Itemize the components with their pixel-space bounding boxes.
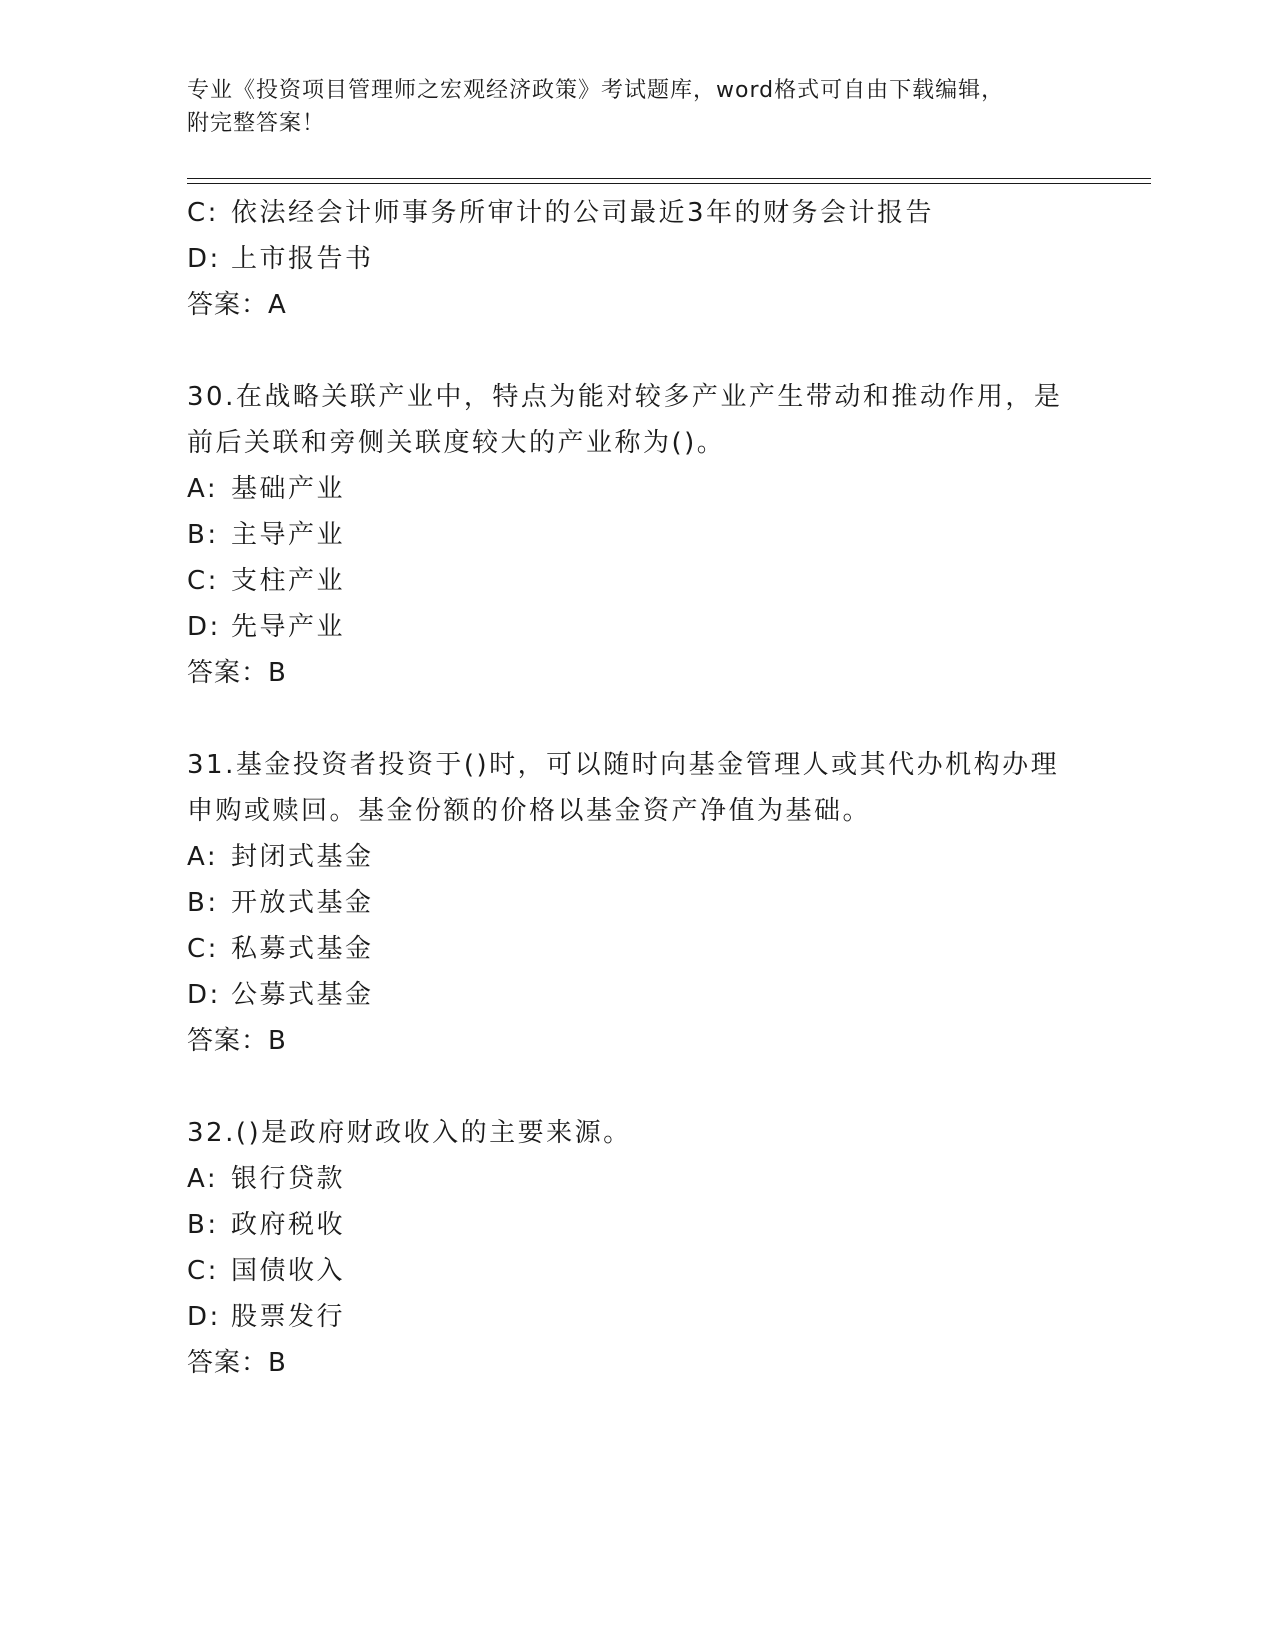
option-letter: A:: [187, 474, 219, 504]
option-letter: B:: [187, 888, 219, 918]
option-line: [187, 190, 1087, 236]
option-text: 开放式基金: [231, 888, 374, 918]
option-text: 政府税收: [231, 1210, 346, 1240]
question-stem-line: 30.在战略关联产业中，特点为能对较多产业产生带动和推动作用，是: [187, 382, 1063, 412]
option-letter: B:: [187, 1210, 219, 1240]
question-30: [187, 374, 1087, 696]
option-text: 依法经会计师事务所审计的公司最近3年的财务会计报告: [231, 198, 935, 228]
header-line-2: 附完整答案！: [187, 111, 326, 136]
option-text: 股票发行: [231, 1302, 346, 1332]
option-letter: C:: [187, 1256, 219, 1286]
question-stem-line: 31.基金投资者投资于()时，可以随时向基金管理人或其代办机构办理: [187, 750, 1060, 780]
option-line: [187, 1156, 1087, 1202]
option-letter: D:: [187, 980, 221, 1010]
spacer: [187, 328, 1087, 374]
option-letter: D:: [187, 244, 221, 274]
option-text: 国债收入: [231, 1256, 346, 1286]
question-content: [187, 190, 1087, 1386]
answer-line: 答案：B: [187, 658, 287, 688]
option-letter: A:: [187, 1164, 219, 1194]
option-line: [187, 604, 1087, 650]
option-letter: D:: [187, 1302, 221, 1332]
question-29-continuation: [187, 190, 1087, 328]
option-letter: B:: [187, 520, 219, 550]
option-letter: C:: [187, 198, 219, 228]
option-letter: D:: [187, 612, 221, 642]
option-line: [187, 1202, 1087, 1248]
option-line: [187, 466, 1087, 512]
question-32: [187, 1110, 1087, 1386]
option-text: 基础产业: [231, 474, 346, 504]
header-line-1: 专业《投资项目管理师之宏观经济政策》考试题库，word格式可自由下载编辑，: [187, 78, 1005, 103]
option-line: [187, 512, 1087, 558]
option-text: 支柱产业: [231, 566, 346, 596]
spacer: [187, 696, 1087, 742]
question-stem-line: 前后关联和旁侧关联度较大的产业称为()。: [187, 428, 726, 458]
question-stem-line: 32.()是政府财政收入的主要来源。: [187, 1118, 632, 1148]
header-divider-bottom: [187, 183, 1151, 184]
option-line: [187, 1248, 1087, 1294]
option-text: 封闭式基金: [231, 842, 374, 872]
answer-line: 答案：A: [187, 290, 287, 320]
option-text: 私募式基金: [231, 934, 374, 964]
answer-line: 答案：B: [187, 1348, 287, 1378]
option-line: [187, 880, 1087, 926]
option-text: 主导产业: [231, 520, 346, 550]
option-text: 公募式基金: [231, 980, 374, 1010]
option-line: [187, 1294, 1087, 1340]
option-letter: A:: [187, 842, 219, 872]
answer-line: 答案：B: [187, 1026, 287, 1056]
option-letter: C:: [187, 934, 219, 964]
option-letter: C:: [187, 566, 219, 596]
option-text: 上市报告书: [231, 244, 374, 274]
option-line: [187, 834, 1087, 880]
header-divider-top: [187, 178, 1151, 179]
option-text: 先导产业: [231, 612, 346, 642]
option-line: [187, 972, 1087, 1018]
option-line: [187, 558, 1087, 604]
question-stem-line: 申购或赎回。基金份额的价格以基金资产净值为基础。: [187, 796, 872, 826]
spacer: [187, 1064, 1087, 1110]
option-line: [187, 236, 1087, 282]
question-31: [187, 742, 1087, 1064]
option-text: 银行贷款: [231, 1164, 346, 1194]
option-line: [187, 926, 1087, 972]
document-header: [187, 74, 1087, 140]
